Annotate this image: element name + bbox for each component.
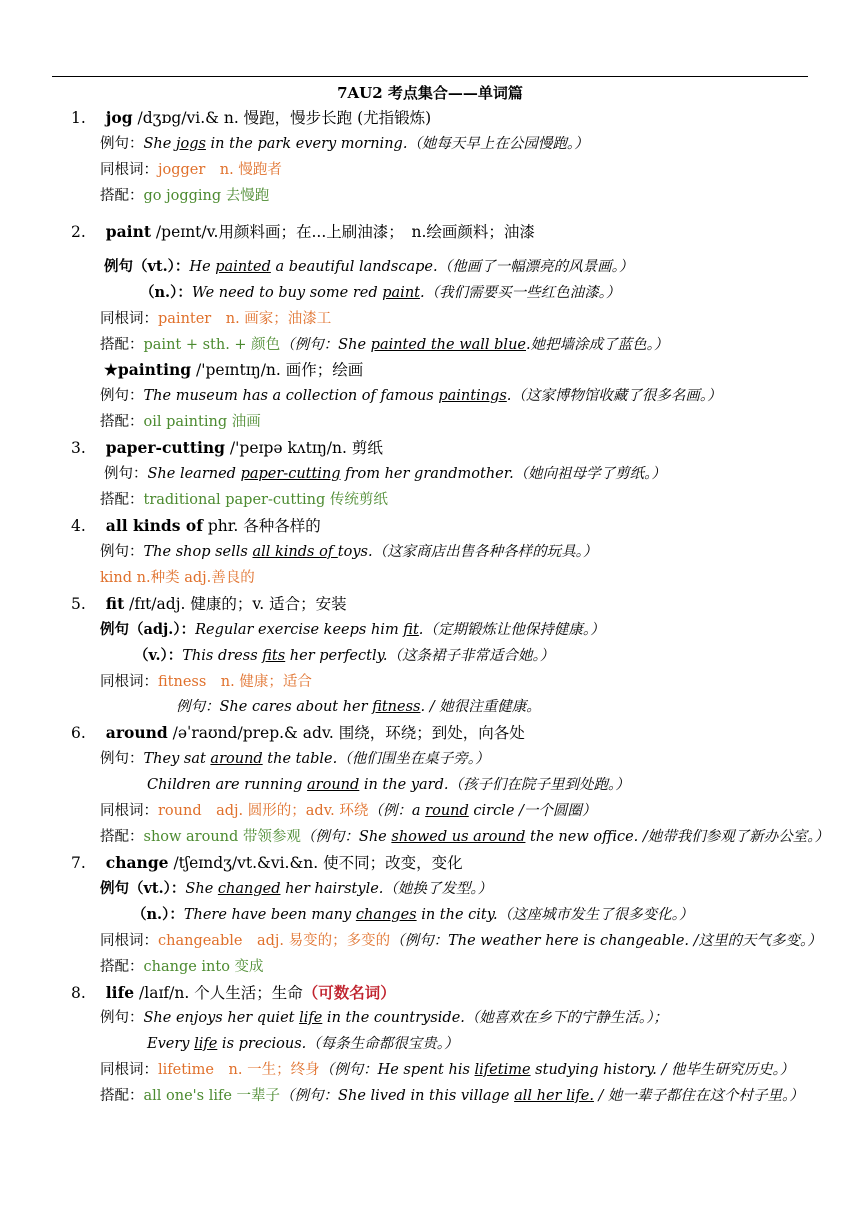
definition: phr. 各种各样的: [202, 517, 321, 535]
example-line: Every life is precious.（每条生命都很宝贵。）: [147, 1036, 459, 1052]
example-line: 例句（adj.）：Regular exercise keeps him fit.（定期锻炼让他保持健康。）: [100, 621, 605, 638]
entry-number: 8.: [71, 984, 86, 1002]
page-title: 7AU2 考点集合——单词篇: [337, 84, 523, 102]
entry-around-headword: [71, 723, 525, 743]
headword: around: [105, 723, 168, 742]
entry-life-headword: [71, 983, 396, 1003]
headword: paper-cutting: [105, 438, 225, 457]
related-word-line: 同根词：fitness n. 健康；适合: [100, 674, 312, 690]
entry-paper-cutting-headword: [71, 438, 383, 458]
example-line: 例句：She cares about her fitness. / 她很注重健康。: [176, 699, 541, 715]
related-word-line: 同根词：lifetime n. 一生；终身（例句：He spent his lifetime studying history. / 他毕生研究历史。）: [100, 1062, 795, 1078]
example-line: 例句（vt.）：He painted a beautiful landscape.（他画了一幅漂亮的风景画。）: [104, 258, 634, 275]
entry-paint-headword: [71, 222, 535, 242]
entry-number: 7.: [71, 854, 86, 872]
related-word-line: 同根词：round adj. 圆形的；adv. 环绕（例：a round circle /一个圆圈）: [100, 803, 597, 819]
collocation-line: 搭配：all one's life 一辈子（例句：She lived in this village all her life. / 她一辈子都住在这个村子里。）: [100, 1088, 804, 1104]
definition: /tʃeɪndʒ/vt.&vi.&n. 使不同；改变，变化: [168, 854, 463, 872]
collocation-line: 搭配：traditional paper-cutting 传统剪纸: [100, 492, 388, 508]
example-line: （n.）：We need to buy some red paint.（我们需要买一些红色油漆。）: [140, 284, 621, 301]
entry-fit-headword: [71, 594, 347, 614]
header-rule: [52, 76, 808, 77]
example-line: 例句：They sat around the table.（他们围坐在桌子旁。）: [100, 751, 490, 767]
example-line: 例句：The shop sells all kinds of toys.（这家商店出售各种各样的玩具。）: [100, 544, 598, 560]
example-line: Children are running around in the yard.（孩子们在院子里到处跑。）: [147, 777, 630, 793]
entry-number: 1.: [71, 109, 86, 127]
headword: fit: [105, 594, 125, 613]
example-line: （n.）：There have been many changes in the city.（这座城市发生了很多变化。）: [132, 906, 694, 923]
collocation-line: 搭配：paint + sth. + 颜色（例句：She painted the wall blue.她把墙涂成了蓝色。）: [100, 337, 669, 353]
entry-change-headword: [71, 853, 463, 873]
definition: /'peɪpə kʌtɪŋ/n. 剪纸: [225, 439, 383, 457]
related-word-line: 同根词：changeable adj. 易变的；多变的（例句：The weather here is changeable. /这里的天气多变。）: [100, 933, 822, 949]
note-line: kind n.种类 adj.善良的: [100, 570, 255, 586]
entry-jog-headword: [71, 108, 431, 128]
definition: /əˈraʊnd/prep.& adv. 围绕，环绕；到处，向各处: [167, 724, 525, 742]
entry-number: 2.: [71, 223, 86, 241]
sub-entry-painting: ★painting /'peɪntɪŋ/n. 画作；绘画: [104, 360, 364, 379]
collocation-line: 搭配：change into 变成: [100, 959, 264, 975]
headword: all kinds of: [105, 516, 203, 535]
countable-note: （可数名词）: [302, 983, 396, 1002]
collocation-line: 搭配：show around 带领参观（例句：She showed us around the new office. /她带我们参观了新办公室。）: [100, 829, 830, 845]
entry-number: 4.: [71, 517, 86, 535]
related-word-line: 同根词：painter n. 画家；油漆工: [100, 311, 332, 327]
definition: /fɪt/adj. 健康的；v. 适合；安装: [124, 595, 347, 613]
definition: /laɪf/n. 个人生活；生命: [134, 984, 303, 1002]
collocation-line: 搭配：oil painting 油画: [100, 414, 261, 430]
related-word-line: 同根词：jogger n. 慢跑者: [100, 162, 282, 178]
example-line: （v.）：This dress fits her perfectly.（这条裙子非常适合她。）: [134, 647, 555, 664]
headword: paint: [105, 222, 151, 241]
headword: life: [105, 983, 135, 1002]
example-line: 例句：She jogs in the park every morning.（她每天早上在公园慢跑。）: [100, 136, 589, 152]
example-line: 例句：She enjoys her quiet life in the countryside.（她喜欢在乡下的宁静生活。）；: [100, 1010, 668, 1026]
headword: jog: [105, 108, 133, 127]
entry-number: 6.: [71, 724, 86, 742]
definition: /dʒɒg/vi.& n. 慢跑，慢步长跑 (尤指锻炼): [132, 109, 432, 127]
definition: /peɪnt/v.用颜料画；在...上刷油漆； n.绘画颜料；油漆: [151, 223, 535, 241]
headword: change: [105, 853, 169, 872]
entry-number: 5.: [71, 595, 86, 613]
example-line: 例句：The museum has a collection of famous paintings.（这家博物馆收藏了很多名画。）: [100, 388, 722, 404]
collocation-line: 搭配：go jogging 去慢跑: [100, 188, 270, 204]
entry-all-kinds-of-headword: [71, 516, 321, 536]
example-line: 例句（vt.）：She changed her hairstyle.（她换了发型。）: [100, 880, 493, 897]
entry-number: 3.: [71, 439, 86, 457]
example-line: 例句：She learned paper-cutting from her grandmother.（她向祖母学了剪纸。）: [104, 466, 666, 482]
